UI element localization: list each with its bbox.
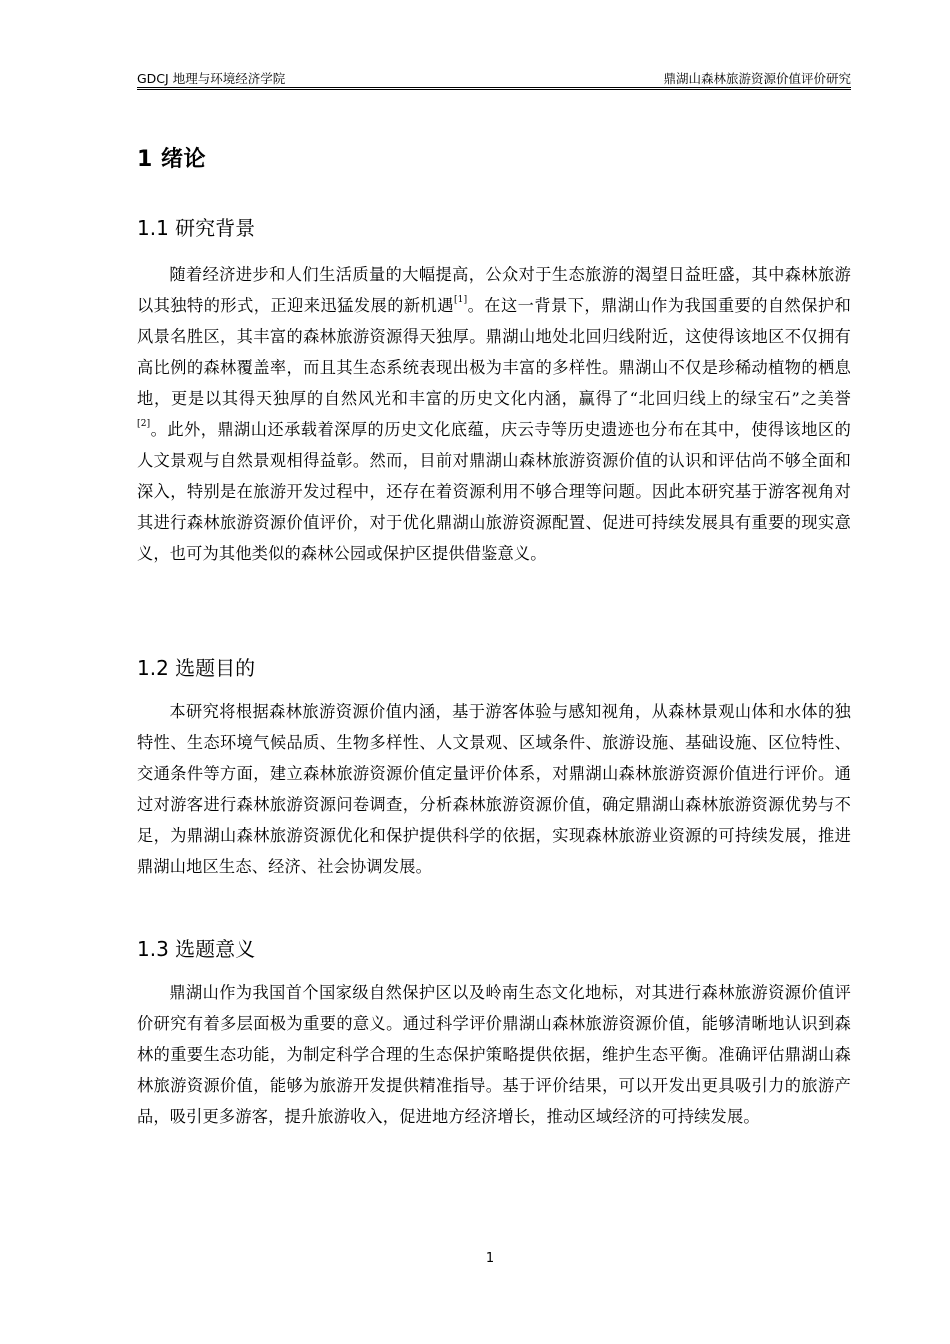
- header-thesis-title: 鼎湖山森林旅游资源价值评价研究: [663, 71, 851, 86]
- page-header: [137, 66, 851, 88]
- section-title-significance: 1.3 选题意义: [137, 937, 256, 961]
- header-school: GDCJ 地理与环境经济学院: [137, 71, 286, 86]
- header-rule: [137, 87, 851, 90]
- citation-2: [2]: [137, 419, 151, 429]
- paragraph-text: 。在这一背景下，鼎湖山作为我国重要的自然保护和风景名胜区，其丰富的森林旅游资源得天独厚。鼎湖山地处北回归线附近，这使得该地区不仅拥有高比例的森林覆盖率，而且其生态系统表现出极为丰富的多样性。鼎湖山不仅是珍稀动植物的栖息地，更是以其得天独厚的自然风光和丰富的历史文化内涵，赢得了“北回归线上的绿宝石”之美誉: [137, 296, 851, 408]
- section-title-background: 1.1 研究背景: [137, 216, 256, 240]
- paragraph-background: [137, 259, 851, 569]
- paragraph-text: 随着经济进步和人们生活质量的大幅提高，公众对于生态旅游的渴望日益旺盛，其中森林旅游以其独特的形式，正迎来迅猛发展的新机遇: [137, 265, 851, 315]
- paragraph-purpose: 本研究将根据森林旅游资源价值内涵，基于游客体验与感知视角，从森林景观山体和水体的独特性、生态环境气候品质、生物多样性、人文景观、区域条件、旅游设施、基础设施、区位特性、交通条件等方面，建立森林旅游资源价值定量评价体系，对鼎湖山森林旅游资源价值进行评价。通过对游客进行森林旅游资源问卷调查，分析森林旅游资源价值，确定鼎湖山森林旅游资源优势与不足，为鼎湖山森林旅游资源优化和保护提供科学的依据，实现森林旅游业资源的可持续发展，推进鼎湖山地区生态、经济、社会协调发展。: [137, 702, 851, 876]
- chapter-title: 1 绪论: [137, 147, 206, 172]
- paragraph-significance: 鼎湖山作为我国首个国家级自然保护区以及岭南生态文化地标，对其进行森林旅游资源价值评价研究有着多层面极为重要的意义。通过科学评价鼎湖山森林旅游资源价值，能够清晰地认识到森林的重要生态功能，为制定科学合理的生态保护策略提供依据，维护生态平衡。准确评估鼎湖山森林旅游资源价值，能够为旅游开发提供精准指导。基于评价结果，可以开发出更具吸引力的旅游产品，吸引更多游客，提升旅游收入，促进地方经济增长，推动区域经济的可持续发展。: [137, 983, 851, 1126]
- citation-1: [1]: [453, 295, 468, 305]
- paragraph-text: 。此外，鼎湖山还承载着深厚的历史文化底蕴，庆云寺等历史遗迹也分布在其中，使得该地区的人文景观与自然景观相得益彰。然而，目前对鼎湖山森林旅游资源价值的认识和评估尚不够全面和深入，特别是在旅游开发过程中，还存在着资源利用不够合理等问题。因此本研究基于游客视角对其进行森林旅游资源价值评价，对于优化鼎湖山旅游资源配置、促进可持续发展具有重要的现实意义，也可为其他类似的森林公园或保护区提供借鉴意义。: [137, 420, 851, 563]
- section-title-purpose: 1.2 选题目的: [137, 656, 256, 680]
- page-number: 1: [485, 1251, 495, 1266]
